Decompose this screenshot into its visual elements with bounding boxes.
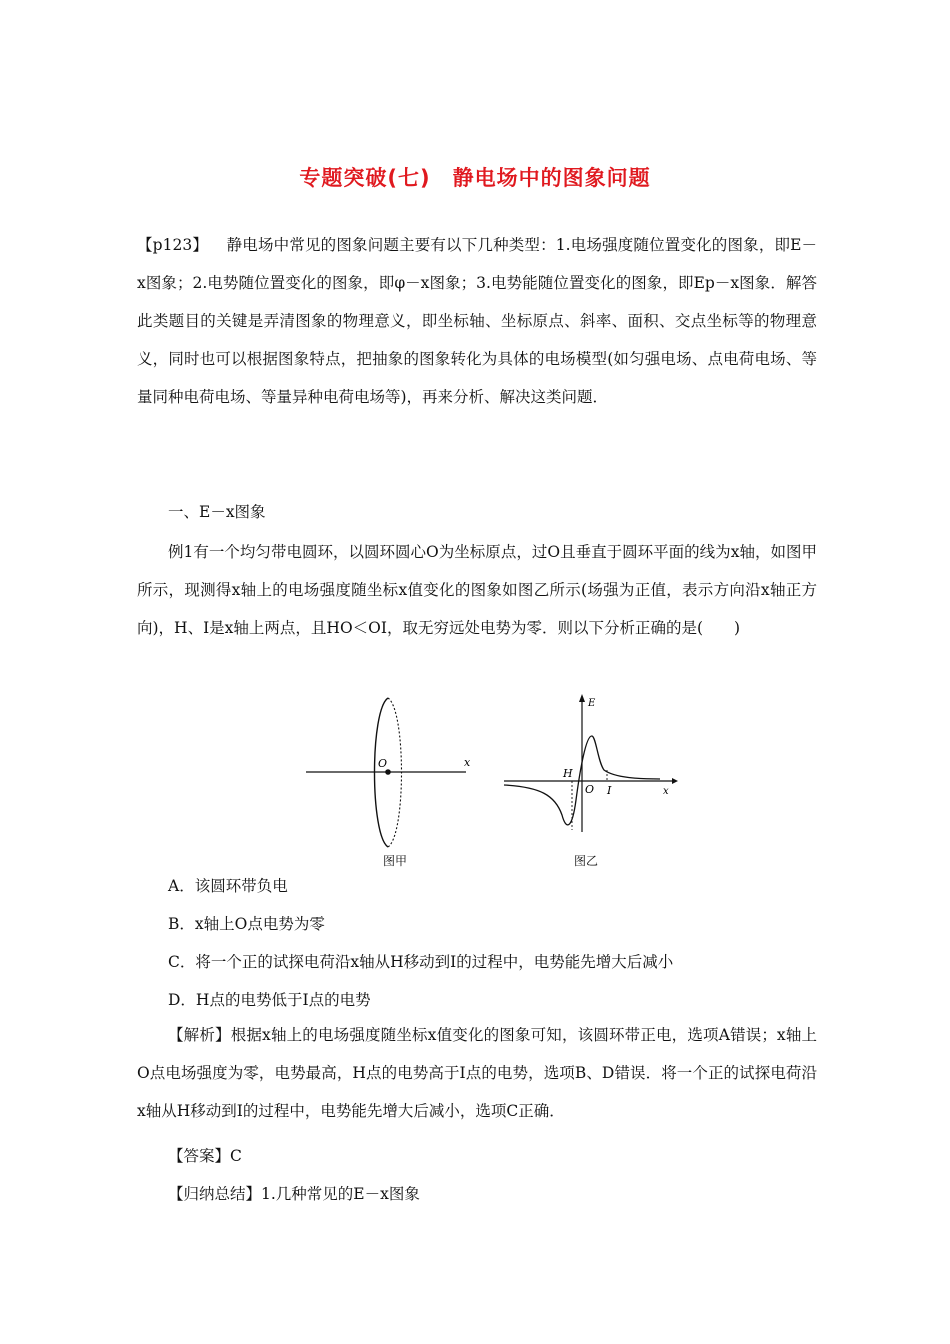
- graph-label-i: I: [607, 784, 612, 797]
- example-paragraph: 例1有一个均匀带电圆环，以圆环圆心O为坐标原点，过O且垂直于圆环平面的线为x轴，如图甲所示，现测得x轴上的电场强度随坐标x值变化的图象如图乙所示(场强为正值，表示方向沿x轴正方向)，H、I是x轴上两点，且HO＜OI，取无穷远处电势为零．则以下分析正确的是( ): [137, 543, 817, 637]
- answer-value: C: [230, 1147, 242, 1165]
- answer-tag: 【答案】: [168, 1147, 231, 1165]
- ring-center-dot: [385, 769, 391, 775]
- summary-text: 1.几种常见的E－x图象: [261, 1185, 420, 1203]
- analysis-tag: 【解析】: [168, 1026, 231, 1044]
- graph-label-o: O: [585, 783, 595, 796]
- summary-tag: 【归纳总结】: [168, 1185, 262, 1203]
- analysis-paragraph: [137, 1016, 817, 1130]
- graph-label-x: x: [663, 786, 669, 797]
- graph-label-h: H: [563, 767, 573, 780]
- page-title: 专题突破(七) 静电场中的图象问题: [299, 166, 651, 190]
- ring-label-x: x: [464, 756, 471, 769]
- analysis-text: 根据x轴上的电场强度随坐标x值变化的图象可知，该圆环带正电，选项A错误；x轴上O点电场强度为零，电势最高，H点的电势高于I点的电势，选项B、D错误．将一个正的试探电荷沿x轴从H移动到I的过程中，电势能先增大后减小，选项C正确．: [137, 1026, 817, 1120]
- intro-tag: 【p123】: [137, 236, 209, 254]
- figure-e-x-graph: [500, 690, 685, 835]
- answer-line: [137, 1144, 242, 1166]
- intro-paragraph: [137, 226, 817, 416]
- option-d: D．H点的电势低于I点的电势: [168, 991, 371, 1009]
- intro-text: 静电场中常见的图象问题主要有以下几种类型：1.电场强度随位置变化的图象，即E－x图象；2.电势随位置变化的图象，即φ－x图象；3.电势能随位置变化的图象，即Ep－x图象．解答此类题目的关键是弄清图象的物理意义，即坐标轴、坐标原点、斜率、面积、交点坐标等的物理意义，同时也可以根据图象特点，把抽象的图象转化为具体的电场模型(如匀强电场、点电荷电场、等量同种电荷电场、等量异种电荷电场等)，再来分析、解决这类问题．: [137, 236, 817, 406]
- option-b: B．x轴上O点电势为零: [168, 915, 325, 933]
- graph-e-arrow: [579, 694, 585, 702]
- section-heading: 一、E－x图象: [168, 503, 266, 521]
- summary-line: [137, 1182, 420, 1204]
- figure-ring: [300, 690, 485, 850]
- option-c: C．将一个正的试探电荷沿x轴从H移动到I的过程中，电势能先增大后减小: [168, 953, 674, 971]
- option-a: A．该圆环带负电: [168, 877, 288, 895]
- figure-left-caption: 图甲: [383, 854, 408, 868]
- graph-x-arrow: [672, 778, 678, 784]
- graph-label-e: E: [588, 698, 596, 709]
- figure-right-caption: 图乙: [574, 854, 599, 868]
- ring-label-o: O: [378, 757, 388, 770]
